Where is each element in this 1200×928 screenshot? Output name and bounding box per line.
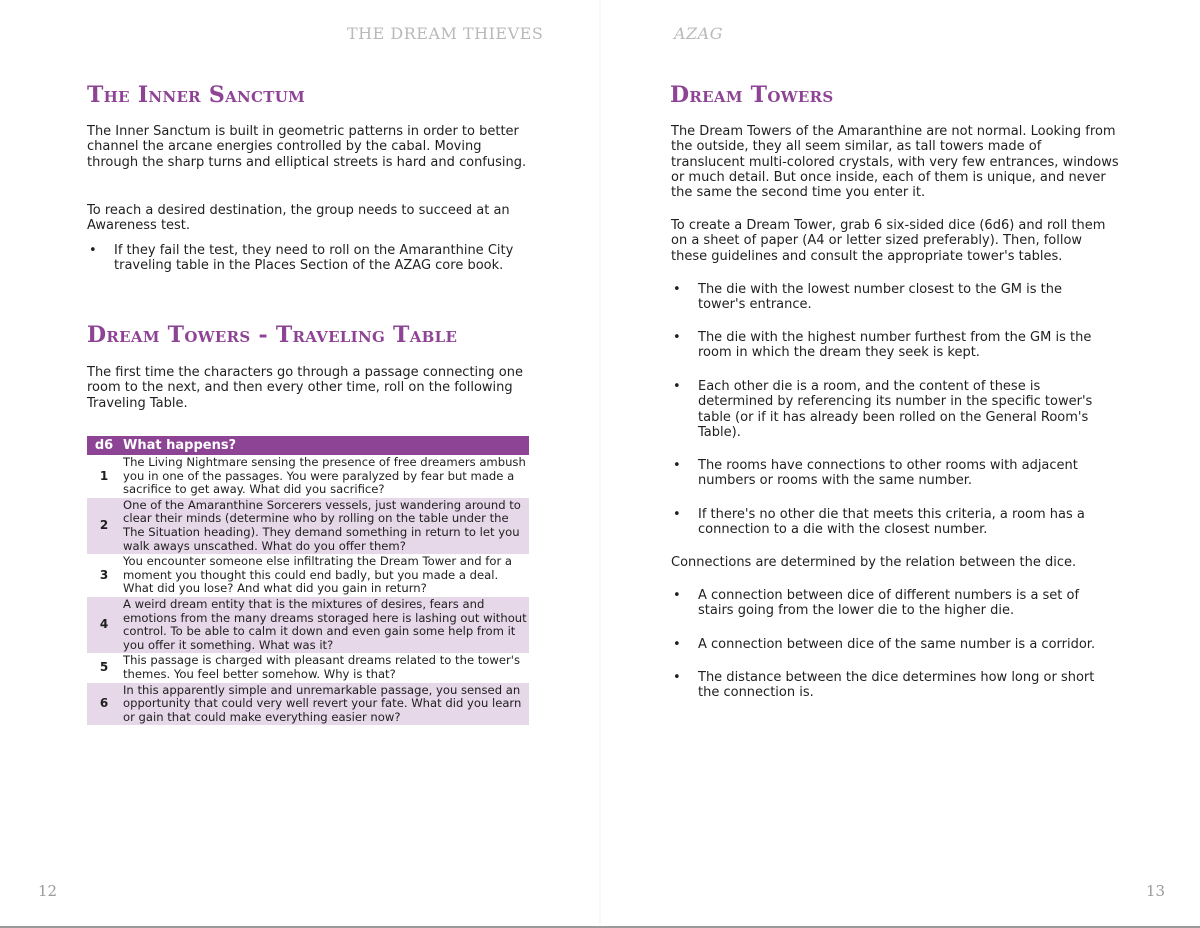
- bullet-list: [671, 282, 1111, 313]
- traveling-table: [87, 436, 529, 725]
- running-head: THE DREAM THIEVES: [347, 24, 544, 43]
- page-number: 13: [1146, 882, 1166, 900]
- bullet-list: [671, 379, 1111, 440]
- bullet-item: • The rooms have connections to other rooms with adjacent numbers or rooms with the same number.: [671, 458, 1111, 489]
- roll-number: 5: [99, 660, 109, 675]
- bullet-list: [671, 507, 1111, 538]
- table-row: [87, 554, 529, 597]
- bullet-item: • The distance between the dice determines how long or short the connection is.: [671, 670, 1111, 701]
- right-page: [600, 0, 1200, 928]
- roll-result: The Living Nightmare sensing the presence of free dreamers ambush you in one of the passages. You were paralyzed by fear but made a sacrifice to get away. What did you sacrifice?: [123, 455, 526, 497]
- paragraph: To reach a desired destination, the group needs to succeed at an Awareness test.: [87, 203, 510, 234]
- bullet-list: [671, 458, 1111, 489]
- bullet-item: • Each other die is a room, and the content of these is determined by referencing its number in the specific tower's table (or if it has already been rolled on the General Room's Table).: [671, 379, 1111, 440]
- column-header-what-happens: What happens?: [123, 438, 237, 453]
- paragraph: The first time the characters go through a passage connecting one room to the next, and then every other time, roll on the following Traveling Table.: [87, 365, 523, 411]
- roll-number: 2: [99, 518, 109, 533]
- bullet-list: [671, 637, 1111, 652]
- paragraph: The Inner Sanctum is built in geometric patterns in order to better channel the arcane energies controlled by the cabal. Moving through the sharp turns and elliptical streets is hard and confusing.: [87, 124, 527, 170]
- table-row: [87, 683, 529, 726]
- column-header-d6: d6: [94, 438, 114, 453]
- roll-number: 1: [99, 468, 109, 483]
- paragraph: Connections are determined by the relation between the dice.: [671, 555, 1077, 570]
- bullet-item: • If there's no other die that meets this criteria, a room has a connection to a die with the closest number.: [671, 507, 1111, 538]
- bullet-list: [671, 670, 1111, 701]
- bullet-item: • The die with the highest number furthest from the GM is the room in which the dream they seek is kept.: [671, 330, 1111, 361]
- table-row: [87, 455, 529, 498]
- roll-number: 6: [99, 696, 109, 711]
- bullet-list: [671, 588, 1111, 619]
- bullet-item: • The die with the lowest number closest to the GM is the tower's entrance.: [671, 282, 1111, 313]
- heading-inner-sanctum: The Inner Sanctum: [87, 82, 306, 108]
- roll-number: 4: [99, 617, 109, 632]
- roll-result: A weird dream entity that is the mixtures of desires, fears and emotions from the many dreams storaged here is lashing out without control. To be able to calm it down and even gain some help from it you offer it something. What was it?: [123, 596, 527, 652]
- table-row: [87, 498, 529, 554]
- heading-traveling-table: Dream Towers - Traveling Table: [87, 322, 458, 348]
- roll-result: You encounter someone else infiltrating the Dream Tower and for a moment you thought this could end badly, but you made a deal. What did you lose? And what did you gain in return?: [123, 554, 513, 596]
- bullet-item: • A connection between dice of different numbers is a set of stairs going from the lower die to the higher die.: [671, 588, 1111, 619]
- table-row: [87, 653, 529, 682]
- bullet-item: • If they fail the test, they need to roll on the Amaranthine City traveling table in the Places Section of the AZAG core book.: [87, 243, 527, 274]
- paragraph: To create a Dream Tower, grab 6 six-sided dice (6d6) and roll them on a sheet of paper (A4 or letter sized preferably). Then, follow these guidelines and consult the appropriate tower's tables.: [671, 218, 1106, 264]
- table-row: [87, 597, 529, 653]
- roll-number: 3: [99, 567, 109, 582]
- roll-result: In this apparently simple and unremarkable passage, you sensed an opportunity that could very well revert your fate. What did you learn or gain that could make everything easier now?: [123, 682, 522, 724]
- bullet-item: • A connection between dice of the same number is a corridor.: [671, 637, 1111, 652]
- paragraph: The Dream Towers of the Amaranthine are not normal. Looking from the outside, they all seem similar, as tall towers made of translucent multi-colored crystals, with very few entrances, windows or much detail. But once inside, each of them is unique, and never the same the second time you enter it.: [671, 124, 1119, 201]
- roll-result: This passage is charged with pleasant dreams related to the tower's themes. You feel better somehow. Why is that?: [123, 653, 521, 681]
- running-head: AZAG: [674, 24, 724, 43]
- page-number: 12: [38, 882, 58, 900]
- heading-dream-towers: Dream Towers: [670, 82, 834, 108]
- roll-result: One of the Amaranthine Sorcerers vessels, just wandering around to clear their minds (determine who by rolling on the table under the The Situation heading). They demand something in return to let you walk aways unscathed. What do you offer them?: [123, 497, 521, 553]
- table-header: [87, 436, 529, 455]
- bullet-list: [87, 243, 527, 274]
- bullet-list: [671, 330, 1111, 361]
